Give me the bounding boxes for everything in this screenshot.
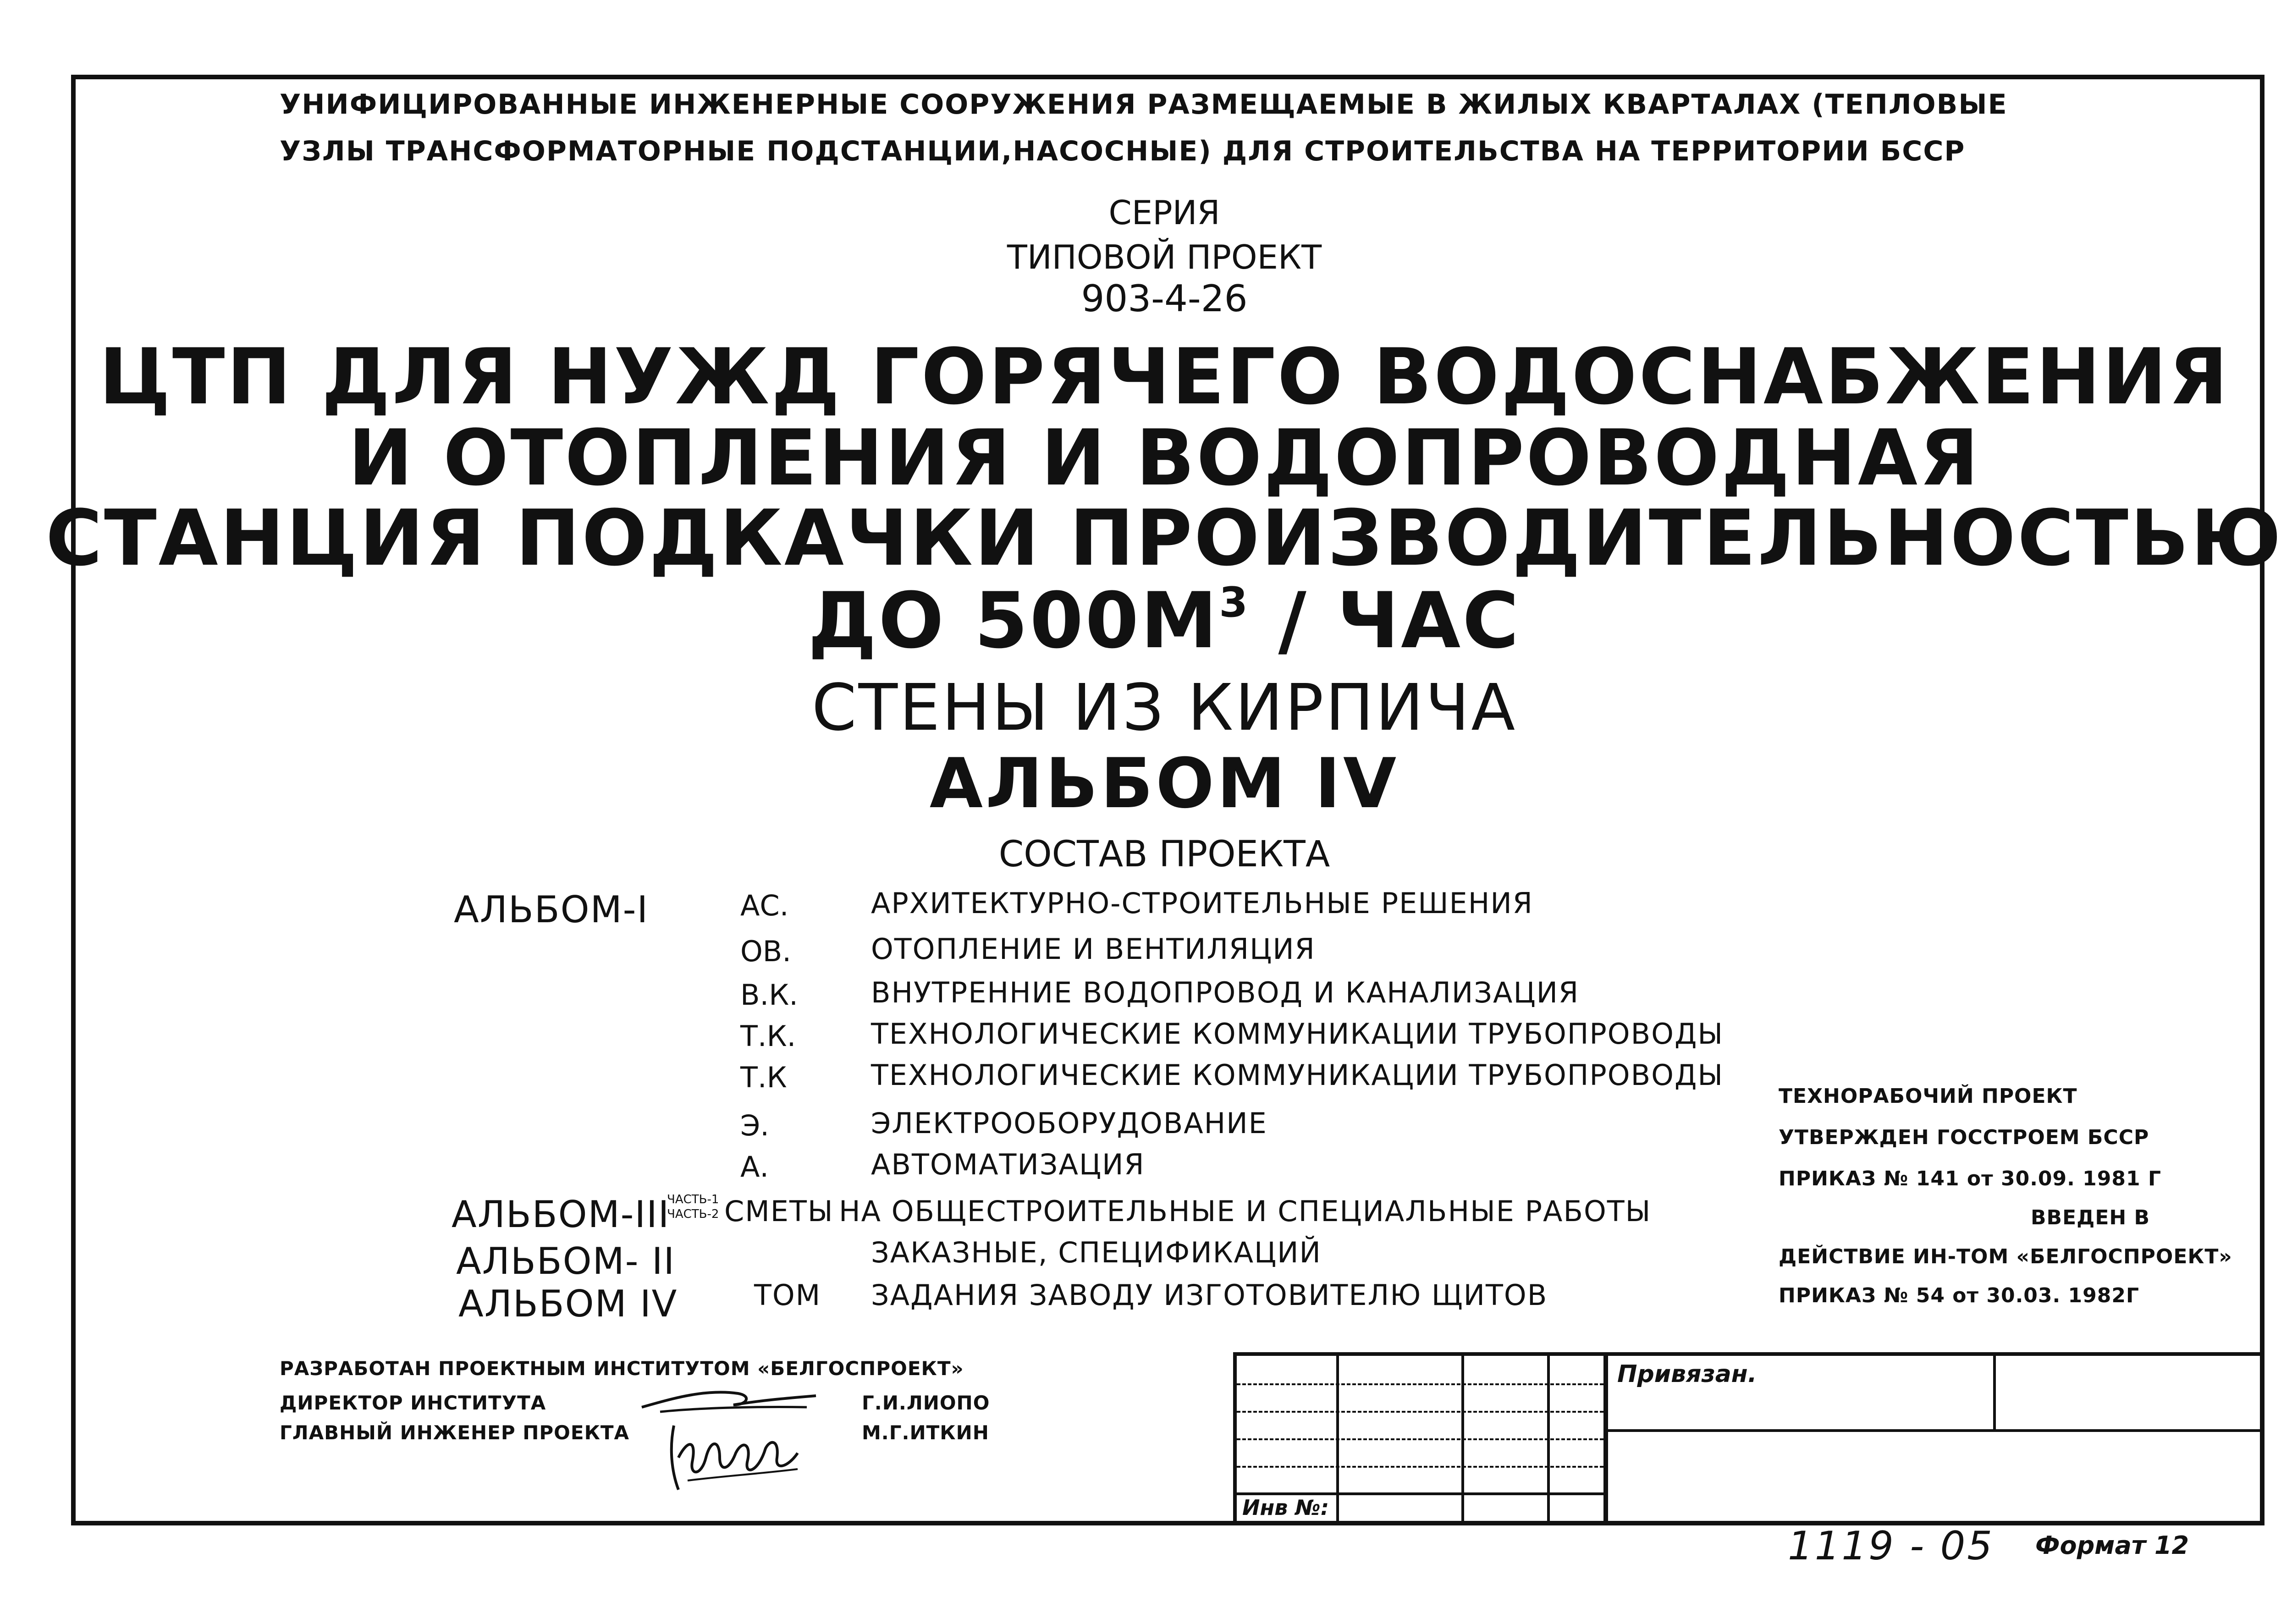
title-line-3: СТАНЦИЯ ПОДКАЧКИ ПРОИЗВОДИТЕЛЬНОСТЬЮ [45,493,2283,583]
item-desc: ЭЛЕКТРООБОРУДОВАНИЕ [871,1107,1267,1140]
item-desc: ТЕХНОЛОГИЧЕСКИЕ КОММУНИКАЦИИ ТРУБОПРОВОДЫ [871,1058,1724,1092]
stamp-divider [1993,1356,1996,1429]
title-line-1: ЦТП ДЛЯ НУЖД ГОРЯЧЕГО ВОДОСНАБЖЕНИЯ [99,332,2230,422]
sheet-code: 1119 - 05 [1788,1523,1994,1569]
director-name: Г.И.ЛИОПО [862,1392,990,1414]
album-1-label: АЛЬБОМ-I [454,888,649,931]
privyazan-label: Привязан. [1617,1360,1757,1388]
title-line-4-pre: ДО 500М [808,576,1219,666]
title-line-5: СТЕНЫ ИЗ КИРПИЧА [811,671,1517,745]
engineer-signature [660,1412,807,1499]
format-label: Формат 12 [2035,1531,2189,1560]
stamp-row-line [1237,1466,1603,1468]
album-4-desc: ЗАДАНИЯ ЗАВОДУ ИЗГОТОВИТЕЛЮ ЩИТОВ [871,1278,1548,1312]
album-2-desc: ЗАКАЗНЫЕ, СПЕЦИФИКАЦИЙ [871,1236,1322,1269]
album-3-label: АЛЬБОМ-III [452,1193,670,1236]
approval-line-5: ДЕЙСТВИЕ ИН-ТОМ «БЕЛГОСПРОЕКТ» [1779,1245,2232,1268]
album-3-part-2: ЧАСТЬ-2 [667,1207,719,1221]
stamp-divider [1603,1356,1608,1525]
approval-line-6: ПРИКАЗ № 54 от 30.03. 1982Г [1779,1284,2140,1307]
approval-line-1: ТЕХНОРАБОЧИЙ ПРОЕКТ [1779,1085,2077,1108]
item-code: В.К. [740,978,798,1012]
item-desc: АВТОМАТИЗАЦИЯ [871,1148,1145,1181]
title-line-2: И ОТОПЛЕНИЯ И ВОДОПРОВОДНАЯ [348,413,1981,503]
approval-line-2: УТВЕРЖДЕН ГОССТРОЕМ БССР [1779,1126,2149,1149]
stamp-divider [1336,1356,1339,1525]
director-label: ДИРЕКТОР ИНСТИТУТА [280,1392,546,1414]
album-title: АЛЬБОМ IV [929,744,1399,824]
engineer-name: М.Г.ИТКИН [862,1421,989,1444]
album-2-label: АЛЬБОМ- II [456,1240,676,1283]
title-line-4-post: / ЧАС [1250,576,1521,666]
item-code: Э. [740,1109,769,1142]
title-line-4-sup: 3 [1219,578,1250,627]
series-number: 903-4-26 [1081,277,1248,320]
album-3-code: СМЕТЫ [724,1195,834,1228]
series-type: ТИПОВОЙ ПРОЕКТ [1007,238,1322,276]
album-3-part-1: ЧАСТЬ-1 [667,1193,719,1206]
title-block-stamp [1233,1352,2264,1525]
item-code: Т.К. [740,1019,796,1053]
album-4-label: АЛЬБОМ IV [458,1283,678,1325]
stamp-divider [1547,1356,1550,1525]
series-label: СЕРИЯ [1108,193,1220,232]
item-code: ОВ. [740,935,792,968]
approval-line-3: ПРИКАЗ № 141 от 30.09. 1981 Г [1779,1167,2161,1190]
engineer-label: ГЛАВНЫЙ ИНЖЕНЕР ПРОЕКТА [280,1421,630,1444]
item-desc: ОТОПЛЕНИЕ И ВЕНТИЛЯЦИЯ [871,932,1316,966]
stamp-row-line [1237,1438,1603,1440]
item-code: А. [740,1150,769,1184]
approval-line-4: ВВЕДЕН В [2031,1206,2150,1229]
title-line-4 [0,576,2292,666]
stamp-row-line [1237,1411,1603,1413]
stamp-row-line [1237,1383,1603,1385]
album-3-desc: НА ОБЩЕСТРОИТЕЛЬНЫЕ И СПЕЦИАЛЬНЫЕ РАБОТЫ [839,1195,1652,1228]
item-code: Т.К [740,1061,787,1094]
album-4-code: ТОМ [754,1278,821,1312]
inventory-number-label: Инв №: [1242,1495,1329,1520]
item-desc: АРХИТЕКТУРНО-СТРОИТЕЛЬНЫЕ РЕШЕНИЯ [871,886,1533,920]
developer-line-1: РАЗРАБОТАН ПРОЕКТНЫМ ИНСТИТУТОМ «БЕЛГОСПРОЕКТ» [280,1357,964,1380]
stamp-divider [1461,1356,1464,1525]
stamp-row-line [1603,1429,2264,1432]
contents-heading: СОСТАВ ПРОЕКТА [998,834,1330,875]
item-desc: ВНУТРЕННИЕ ВОДОПРОВОД И КАНАЛИЗАЦИЯ [871,976,1580,1009]
item-desc: ТЕХНОЛОГИЧЕСКИЕ КОММУНИКАЦИИ ТРУБОПРОВОДЫ [871,1017,1724,1051]
header-line-1: УНИФИЦИРОВАННЫЕ ИНЖЕНЕРНЫЕ СООРУЖЕНИЯ РАЗМЕЩАЕМЫЕ В ЖИЛЫХ КВАРТАЛАХ (ТЕПЛОВЫЕ [280,88,2008,121]
item-code: АС. [740,889,789,922]
header-line-2: УЗЛЫ ТРАНСФОРМАТОРНЫЕ ПОДСТАНЦИИ,НАСОСНЫЕ) ДЛЯ СТРОИТЕЛЬСТВА НА ТЕРРИТОРИИ БССР [280,135,1966,167]
